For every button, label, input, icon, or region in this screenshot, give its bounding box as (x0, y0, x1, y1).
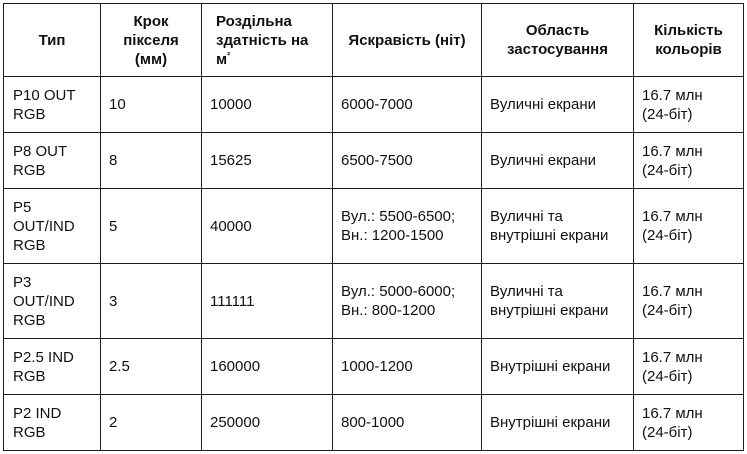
header-application: Область застосування (482, 4, 634, 77)
cell-type: P2 IND RGB (4, 395, 101, 451)
header-row (4, 4, 744, 77)
cell-type: P8 OUT RGB (4, 133, 101, 189)
cell-application: Вуличні екрани (482, 77, 634, 133)
table-row (4, 189, 744, 264)
cell-application: Вуличні та внутрішні екрани (482, 264, 634, 339)
cell-application: Внутрішні екрани (482, 339, 634, 395)
cell-brightness: 1000-1200 (333, 339, 482, 395)
cell-colors: 16.7 млн (24-біт) (634, 264, 744, 339)
cell-pitch: 2 (101, 395, 202, 451)
cell-colors: 16.7 млн (24-біт) (634, 189, 744, 264)
cell-type: P10 OUT RGB (4, 77, 101, 133)
cell-application: Внутрішні екрани (482, 395, 634, 451)
cell-type: P3 OUT/IND RGB (4, 264, 101, 339)
cell-resolution: 250000 (202, 395, 333, 451)
header-resolution: Роздільна здатність на $м^{^2}$ (202, 4, 333, 77)
cell-colors: 16.7 млн (24-біт) (634, 77, 744, 133)
cell-type: P5 OUT/IND RGB (4, 189, 101, 264)
header-brightness: Яскравість (ніт) (333, 4, 482, 77)
cell-pitch: 2.5 (101, 339, 202, 395)
cell-colors: 16.7 млн (24-біт) (634, 395, 744, 451)
cell-colors: 16.7 млн (24-біт) (634, 339, 744, 395)
cell-brightness: 6500-7500 (333, 133, 482, 189)
cell-resolution: 15625 (202, 133, 333, 189)
cell-brightness: Вул.: 5000-6000; Вн.: 800-1200 (333, 264, 482, 339)
cell-colors: 16.7 млн (24-біт) (634, 133, 744, 189)
header-type: Тип (4, 4, 101, 77)
cell-application: Вуличні та внутрішні екрани (482, 189, 634, 264)
cell-resolution: 10000 (202, 77, 333, 133)
cell-resolution: 40000 (202, 189, 333, 264)
cell-resolution: 111111 (202, 264, 333, 339)
cell-pitch: 10 (101, 77, 202, 133)
cell-pitch: 3 (101, 264, 202, 339)
cell-brightness: Вул.: 5500-6500; Вн.: 1200-1500 (333, 189, 482, 264)
cell-brightness: 800-1000 (333, 395, 482, 451)
table-row (4, 395, 744, 451)
cell-brightness: 6000-7000 (333, 77, 482, 133)
cell-type: P2.5 IND RGB (4, 339, 101, 395)
header-colors: Кількість кольорів (634, 4, 744, 77)
cell-pitch: 8 (101, 133, 202, 189)
cell-application: Вуличні екрани (482, 133, 634, 189)
led-screens-table (3, 3, 744, 451)
header-pixel-pitch: Крок пікселя (мм) (101, 4, 202, 77)
table-row (4, 77, 744, 133)
table-row (4, 264, 744, 339)
cell-resolution: 160000 (202, 339, 333, 395)
table-row (4, 339, 744, 395)
cell-pitch: 5 (101, 189, 202, 264)
table-row (4, 133, 744, 189)
